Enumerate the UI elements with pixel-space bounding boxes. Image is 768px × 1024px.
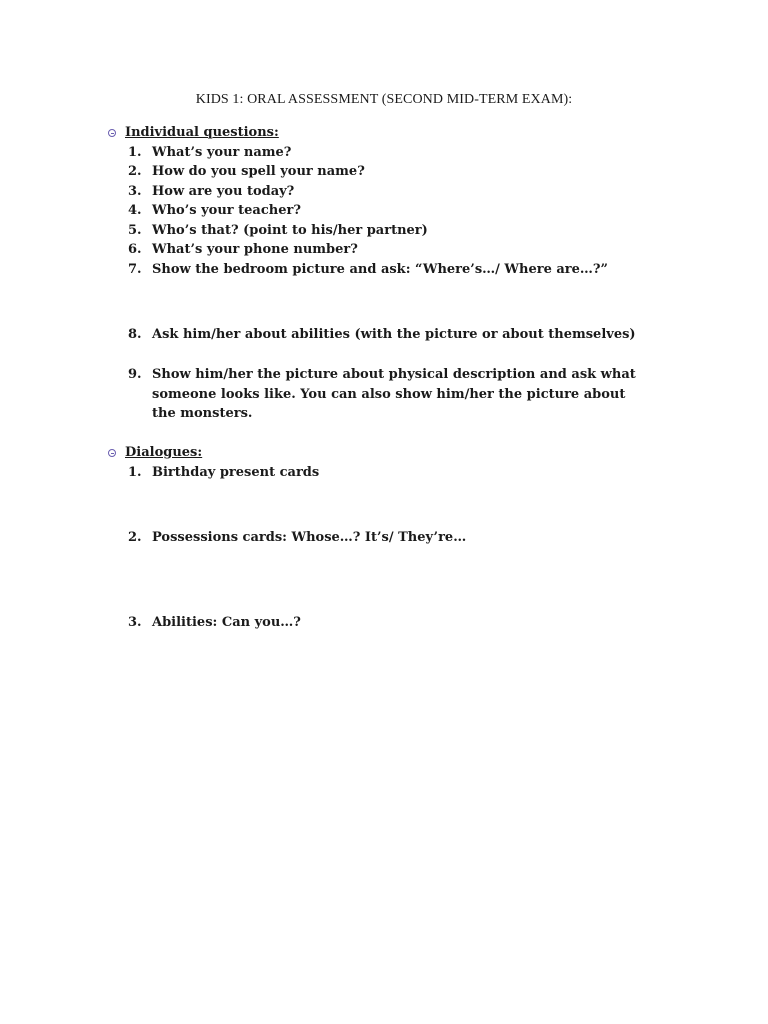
list-item xyxy=(128,528,642,548)
circle-bullet-icon xyxy=(108,129,116,137)
list-item xyxy=(128,325,642,345)
list-item-number: 1. xyxy=(128,145,142,160)
list-item xyxy=(128,240,642,260)
list-item-number: 2. xyxy=(128,530,142,545)
list-item xyxy=(128,201,642,221)
list-item xyxy=(128,365,642,424)
list-item xyxy=(128,182,642,202)
section-heading-text: Dialogues: xyxy=(125,445,203,460)
list-item-text: Show the bedroom picture and ask: “Where’s…/ Where are…?” xyxy=(152,262,609,277)
list-item xyxy=(128,260,642,280)
list-item-text: How do you spell your name? xyxy=(152,164,365,179)
circle-bullet-icon xyxy=(108,449,116,457)
list-item-number: 1. xyxy=(128,465,142,480)
list-item-number: 3. xyxy=(128,184,142,199)
list-item-text: Show him/her the picture about physical description and ask what someone looks like. You can also show him/her the picture about the monsters. xyxy=(152,367,636,421)
list-item-text: Who’s your teacher? xyxy=(152,203,301,218)
list-item-number: 8. xyxy=(128,327,142,342)
section-heading-dialogues xyxy=(108,445,202,460)
list-item xyxy=(128,613,642,633)
list-item-text: What’s your phone number? xyxy=(152,242,358,257)
list-item-text: Possessions cards: Whose…? It’s/ They’re… xyxy=(152,530,467,545)
list-item-text: Abilities: Can you…? xyxy=(152,615,301,630)
list-item-number: 3. xyxy=(128,615,142,630)
list-item-text: Who’s that? (point to his/her partner) xyxy=(152,223,428,238)
list-item xyxy=(128,162,642,182)
document-title: KIDS 1: ORAL ASSESSMENT (SECOND MID-TERM EXAM): xyxy=(195,92,573,107)
list-item-number: 7. xyxy=(128,262,142,277)
list-item-number: 2. xyxy=(128,164,142,179)
list-item xyxy=(128,463,642,483)
list-item-number: 5. xyxy=(128,223,142,238)
list-item xyxy=(128,143,642,163)
list-item-number: 9. xyxy=(128,367,142,382)
list-item-number: 4. xyxy=(128,203,142,218)
list-item xyxy=(128,221,642,241)
list-item-text: What’s your name? xyxy=(152,145,292,160)
list-item-text: How are you today? xyxy=(152,184,295,199)
list-item-text: Birthday present cards xyxy=(152,465,320,480)
list-item-number: 6. xyxy=(128,242,142,257)
list-item-text: Ask him/her about abilities (with the picture or about themselves) xyxy=(152,327,636,342)
section-heading-text: Individual questions: xyxy=(125,125,279,140)
section-heading-individual-questions xyxy=(108,125,279,140)
